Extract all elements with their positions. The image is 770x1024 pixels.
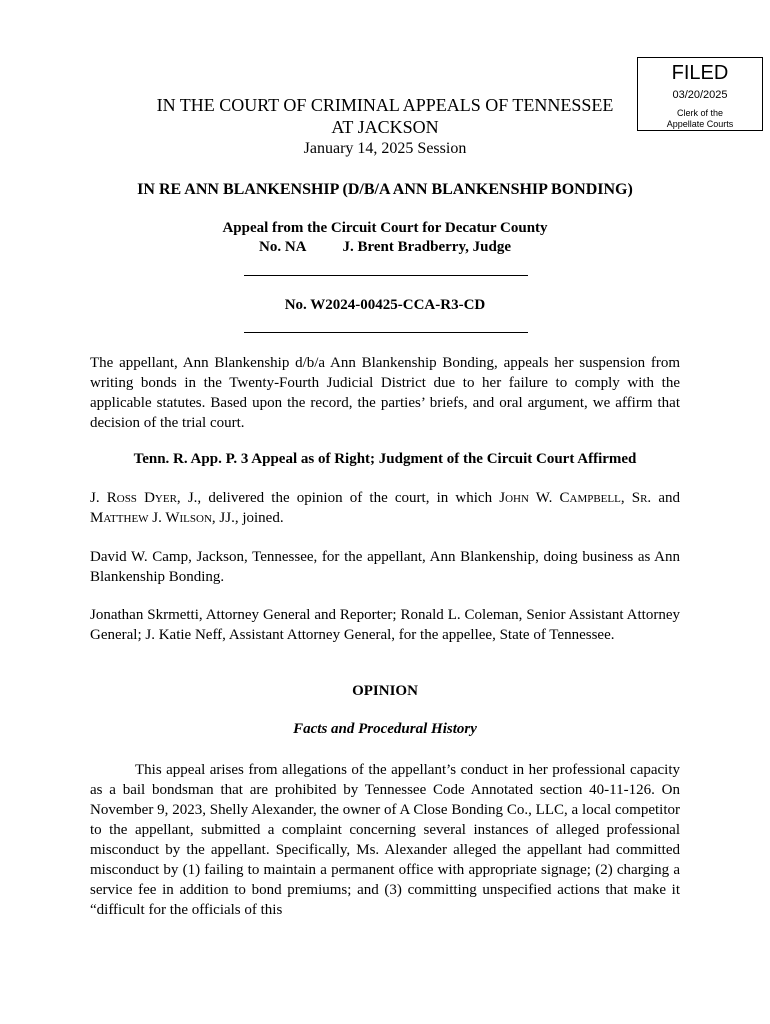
author-judge: J. Ross Dyer xyxy=(90,490,177,506)
case-title: IN RE ANN BLANKENSHIP (D/B/A ANN BLANKENSHIP BONDING) xyxy=(137,181,633,198)
trial-judge: J. Brent Bradberry, Judge xyxy=(342,239,511,255)
divider-bottom xyxy=(244,332,528,333)
summary-paragraph: The appellant, Ann Blankenship d/b/a Ann Blankenship Bonding, appeals her suspension from writing bonds in the Twenty-Fourth Judicial District due to her failure to comply with the applicable statutes. Based upon the record, the parties’ briefs, and oral argument, we affirm that decision of the trial court. xyxy=(90,355,680,431)
trial-case-number: No. NA xyxy=(259,239,307,255)
authors-text-2: and xyxy=(651,490,680,506)
stamp-date: 03/20/2025 xyxy=(672,89,728,101)
panel-judge-1: John W. Campbell, Sr. xyxy=(499,490,652,506)
docket-number: No. W2024-00425-CCA-R3-CD xyxy=(284,297,486,313)
appeal-from: Appeal from the Circuit Court for Decatur County xyxy=(222,220,548,236)
authors-paragraph xyxy=(90,488,680,528)
court-line-1: IN THE COURT OF CRIMINAL APPEALS OF TENNESSEE xyxy=(156,95,614,115)
appeal-number-judge xyxy=(0,238,770,257)
opinion-heading: OPINION xyxy=(352,683,418,699)
appeal-info xyxy=(0,219,770,257)
stamp-courts-line: Appellate Courts xyxy=(666,119,734,129)
first-paragraph: This appeal arises from allegations of the appellant’s conduct in her professional capacity as a bail bondsman that are prohibited by Tennessee Code Annotated section 40-11-126. On November 9, 2023, Shelly Alexander, the owner of A Close Bonding Co., LLC, a local competitor to the appellant, submitted a complaint concerning several instances of alleged professional misconduct by the appellant. Specifically, Ms. Alexander alleged the appellant had committed misconduct by (1) failing to maintain a permanent office with appropriate signage; (2) charging a service fee in addition to bond premiums; and (3) committing unspecified actions that make it “difficult for the officials of this xyxy=(90,762,680,918)
disposition: Tenn. R. App. P. 3 Appeal as of Right; Judgment of the Circuit Court Affirmed xyxy=(133,451,637,467)
session-date: January 14, 2025 Session xyxy=(303,140,467,157)
stamp-clerk-line: Clerk of the xyxy=(676,108,724,118)
court-name xyxy=(0,94,770,138)
counsel-appellant: David W. Camp, Jackson, Tennessee, for the appellant, Ann Blankenship, doing business as Ann Blankenship Bonding. xyxy=(90,549,680,585)
divider-top xyxy=(244,275,528,276)
counsel-appellee: Jonathan Skrmetti, Attorney General and Reporter; Ronald L. Coleman, Senior Assistant Attorney General; J. Katie Neff, Assistant Attorney General, for the appellee, State of Tennessee. xyxy=(90,607,680,643)
authors-text-3: , JJ., joined. xyxy=(211,510,284,526)
section-heading: Facts and Procedural History xyxy=(293,721,477,737)
court-line-2: AT JACKSON xyxy=(331,117,439,137)
stamp-title: FILED xyxy=(671,62,729,84)
panel-judge-2: Matthew J. Wilson xyxy=(90,510,212,526)
authors-text-1: , J., delivered the opinion of the court, in which xyxy=(176,490,500,506)
